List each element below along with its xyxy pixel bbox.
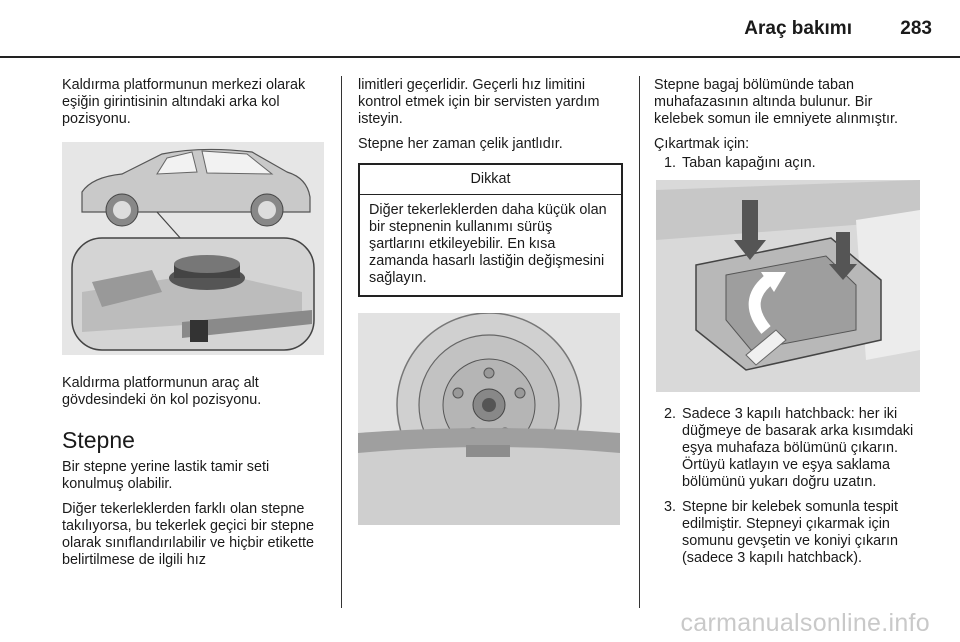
car-lift-drawing (62, 142, 324, 355)
list-item: 3. Stepne bir kelebek somunla tespit edilmiştir. Stepneyi çıkarmak için somunu gevşetin ve koniyi çıkarın (sadece 3 kapılı hatchback). (664, 499, 898, 566)
stepne-temporary-paragraph: Diğer tekerleklerden farklı olan stepne takılıyorsa, bu tekerlek geçici bir stepne olarak sınıflandırılabilir ve hiçbir etikette belirtilmese de ilgili hız (62, 501, 314, 568)
column-2 (358, 77, 623, 525)
section-heading-stepne: Stepne (62, 427, 135, 453)
warning-title: Dikkat (360, 165, 621, 195)
page-number: 283 (900, 18, 932, 39)
column-divider-2 (639, 76, 640, 608)
removal-steps-list-2 (654, 406, 922, 567)
removal-steps-list-1 (654, 155, 922, 172)
header-rule (0, 56, 960, 58)
column-3 (654, 77, 922, 575)
car-lift-illustration (62, 142, 324, 355)
running-header-title: Araç bakımı (744, 18, 852, 39)
floor-cover-illustration (656, 180, 920, 392)
lift-front-paragraph: Kaldırma platformunun araç alt gövdesindeki ön kol pozisyonu. (62, 375, 262, 408)
list-item: 1. Taban kapağını açın. (664, 155, 816, 171)
column-1 (62, 77, 327, 577)
removal-intro: Çıkartmak için: (654, 136, 750, 152)
list-item: 2. Sadece 3 kapılı hatchback: her iki düğmeye de basarak arka kısımdaki eşya muhafaza bölümünü çıkarın. Örtüyü katlayın ve eşya saklama bölümünü yukarı doğru uzatın. (664, 406, 914, 490)
lift-rear-paragraph: Kaldırma platformunun merkezi olarak eşiğin girintisinin altındaki arka kol pozisyonu. (62, 77, 306, 127)
speed-limit-paragraph: limitleri geçerlidir. Geçerli hız limitini kontrol etmek için bir servisten yardım isteyin. (358, 77, 600, 127)
warning-box (358, 163, 623, 297)
spare-wheel-illustration (358, 313, 620, 525)
floor-cover-drawing (656, 180, 920, 392)
spare-location-paragraph: Stepne bagaj bölümünde taban muhafazasının altında bulunur. Bir kelebek somun ile emniyete alınmıştır. (654, 77, 898, 127)
column-divider-1 (341, 76, 342, 608)
stepne-intro-paragraph: Bir stepne yerine lastik tamir seti konulmuş olabilir. (62, 459, 270, 492)
watermark: carmanualsonline.info (680, 609, 930, 637)
spare-wheel-drawing (358, 313, 620, 525)
warning-text: Diğer tekerleklerden daha küçük olan bir stepnenin kullanımı sürüş şartlarını etkileyebilir. En kısa zamanda hasarlı lastiğin değişmesini sağlayın. (369, 202, 607, 286)
steel-rim-paragraph: Stepne her zaman çelik jantlıdır. (358, 136, 563, 152)
